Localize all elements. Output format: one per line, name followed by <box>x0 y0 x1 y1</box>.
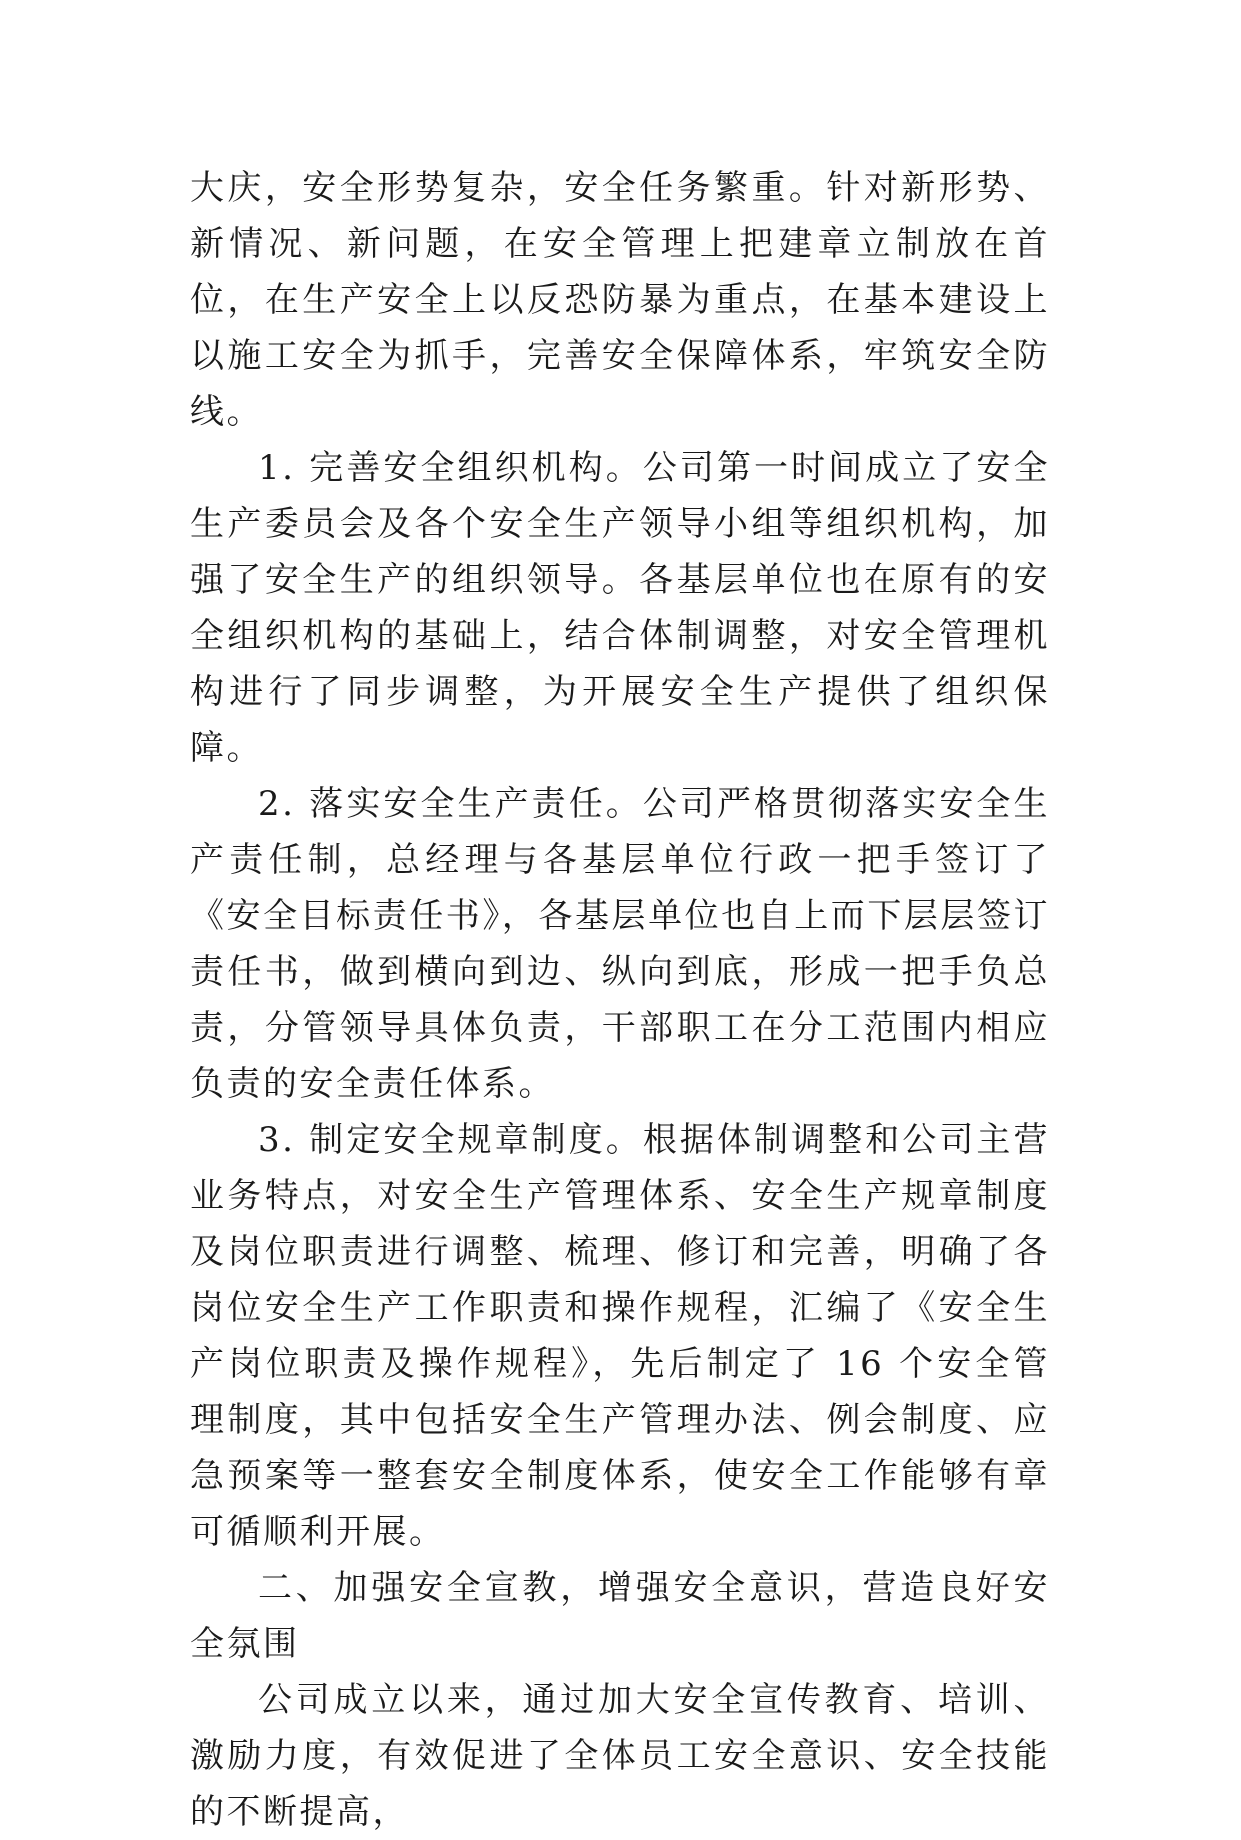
paragraph-item-1: 1. 完善安全组织机构。公司第一时间成立了安全生产委员会及各个安全生产领导小组等组织机构，加强了安全生产的组织领导。各基层单位也在原有的安全组织机构的基础上，结合体制调整，对安全管理机构进行了同步调整，为开展安全生产提供了组织保障。 <box>190 448 1050 768</box>
paragraph-item-2: 2. 落实安全生产责任。公司严格贯彻落实安全生产责任制，总经理与各基层单位行政一把手签订了《安全目标责任书》，各基层单位也自上而下层层签订责任书，做到横向到边、纵向到底，形成一把手负总责，分管领导具体负责，干部职工在分工范围内相应负责的安全责任体系。 <box>190 784 1050 1104</box>
paragraph-intro: 大庆，安全形势复杂，安全任务繁重。针对新形势、新情况、新问题，在安全管理上把建章立制放在首位，在生产安全上以反恐防暴为重点，在基本建设上以施工安全为抓手，完善安全保障体系，牢筑安全防线。 <box>190 168 1050 432</box>
section-heading: 二、加强安全宣教，增强安全意识，营造良好安全氛围 <box>190 1568 1050 1664</box>
paragraph-item-3: 3. 制定安全规章制度。根据体制调整和公司主营业务特点，对安全生产管理体系、安全生产规章制度及岗位职责进行调整、梳理、修订和完善，明确了各岗位安全生产工作职责和操作规程，汇编了《安全生产岗位职责及操作规程》，先后制定了 16 个安全管理制度，其中包括安全生产管理办法、例会制度、应急预案等一整套安全制度体系，使安全工作能够有章可循顺利开展。 <box>190 1120 1050 1552</box>
paragraph-section-intro: 公司成立以来，通过加大安全宣传教育、培训、激励力度，有效促进了全体员工安全意识、安全技能的不断提高， <box>190 1680 1050 1832</box>
document-body <box>190 160 1050 1840</box>
